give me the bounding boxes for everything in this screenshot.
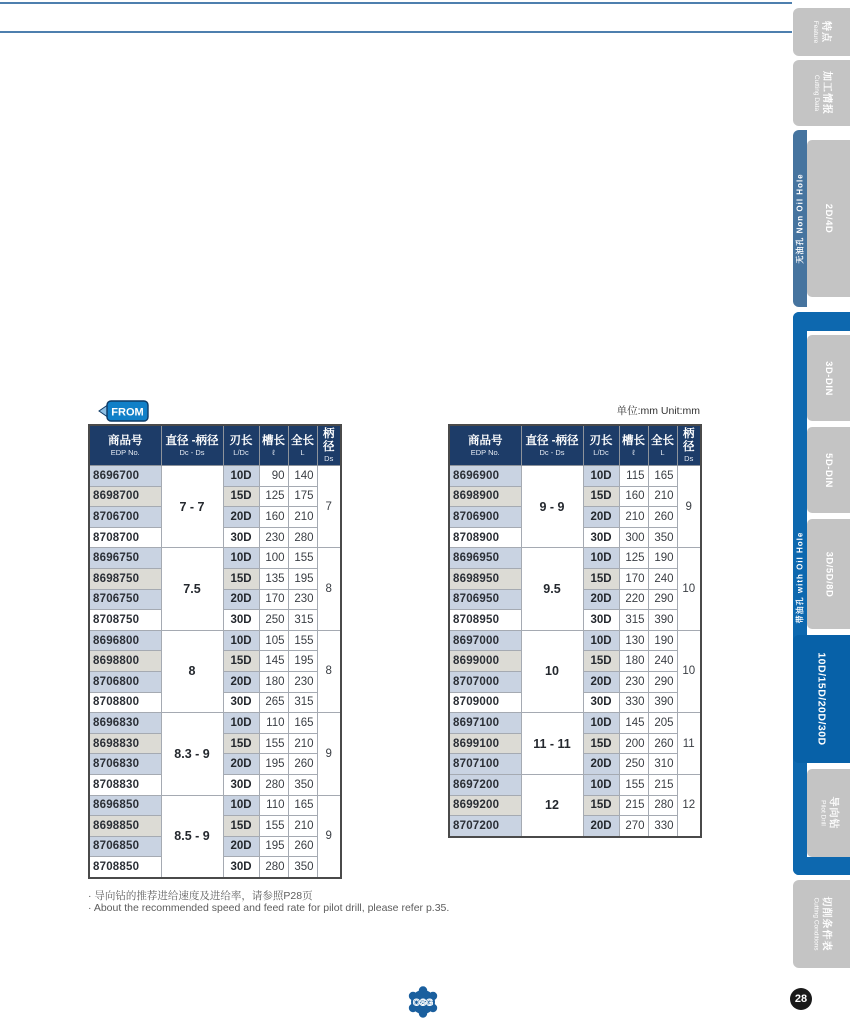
groove-length: 230 [259, 527, 288, 548]
overall-length: 165 [288, 713, 317, 734]
table-row [89, 713, 341, 734]
edp-number: 8707000 [449, 671, 521, 692]
flute-length-ratio: 20D [223, 507, 259, 528]
overall-length: 260 [648, 507, 677, 528]
diameter-range: 7 - 7 [161, 466, 223, 548]
groove-length: 220 [619, 589, 648, 610]
edp-number: 8696850 [89, 795, 161, 816]
overall-length: 190 [648, 548, 677, 569]
edp-number: 8696800 [89, 630, 161, 651]
groove-length: 250 [619, 754, 648, 775]
table-row [449, 548, 701, 569]
tab-cutting-conditions-label-en: Cutting Conditions [812, 897, 820, 951]
overall-length: 390 [648, 692, 677, 713]
flute-length-ratio: 20D [583, 754, 619, 775]
edp-number: 8706900 [449, 507, 521, 528]
groove-length: 145 [259, 651, 288, 672]
tab-cutting-data-label-cn: 加工情报 [820, 71, 832, 115]
col-header-edp: 商品号 EDP No. [89, 425, 161, 466]
groove-length: 280 [259, 774, 288, 795]
diameter-range: 8.5 - 9 [161, 795, 223, 878]
overall-length: 195 [288, 568, 317, 589]
flute-length-ratio: 15D [583, 795, 619, 816]
overall-length: 240 [648, 651, 677, 672]
overall-length: 205 [648, 713, 677, 734]
osg-logo [406, 984, 440, 1020]
flute-length-ratio: 10D [583, 466, 619, 487]
groove-length: 265 [259, 692, 288, 713]
overall-length: 210 [648, 486, 677, 507]
overall-length: 350 [288, 857, 317, 878]
flute-length-ratio: 10D [583, 713, 619, 734]
overall-length: 210 [288, 733, 317, 754]
diameter-range: 12 [521, 774, 583, 836]
overall-length: 350 [288, 774, 317, 795]
flute-length-ratio: 15D [223, 733, 259, 754]
table-row [449, 774, 701, 795]
header-rule-line [0, 31, 792, 33]
edp-number: 8707100 [449, 754, 521, 775]
non-oil-label-cn: 无油孔 [795, 236, 805, 264]
shank-diameter: 9 [677, 466, 701, 548]
edp-number: 8698800 [89, 651, 161, 672]
edp-number: 8708850 [89, 857, 161, 878]
overall-length: 315 [288, 692, 317, 713]
groove-length: 170 [259, 589, 288, 610]
diameter-range: 10 [521, 630, 583, 712]
tab-2d-4d[interactable]: 2D/4D [807, 140, 850, 297]
unit-label: 单位:mm Unit:mm [616, 405, 700, 417]
groove-length: 230 [619, 671, 648, 692]
col-header-diameter: 直径 -柄径 Dc - Ds [521, 425, 583, 466]
edp-number: 8709000 [449, 692, 521, 713]
groove-length: 125 [259, 486, 288, 507]
footnote-english: · About the recommended speed and feed rate for pilot drill, please refer p.35. [88, 902, 450, 914]
edp-number: 8698700 [89, 486, 161, 507]
overall-length: 195 [288, 651, 317, 672]
flute-length-ratio: 30D [223, 774, 259, 795]
shank-diameter: 8 [317, 548, 341, 630]
groove-length: 270 [619, 816, 648, 837]
section-with-oil-hole [793, 312, 850, 875]
non-oil-spine-label [793, 130, 807, 307]
groove-length: 250 [259, 610, 288, 631]
shank-diameter: 7 [317, 466, 341, 548]
groove-length: 115 [619, 466, 648, 487]
flute-length-ratio: 10D [583, 548, 619, 569]
flute-length-ratio: 10D [223, 795, 259, 816]
edp-number: 8708750 [89, 610, 161, 631]
edp-number: 8708830 [89, 774, 161, 795]
shank-diameter: 10 [677, 548, 701, 630]
groove-length: 125 [619, 548, 648, 569]
shank-diameter: 11 [677, 713, 701, 775]
overall-length: 290 [648, 589, 677, 610]
footnote-chinese: · 导向钻的推荐进给速度及进给率，请参照P28页 [88, 890, 313, 902]
table-row [449, 466, 701, 487]
col-header-groove: 槽长 ℓ [619, 425, 648, 466]
overall-length: 330 [648, 816, 677, 837]
edp-number: 8696750 [89, 548, 161, 569]
table-row [449, 713, 701, 734]
edp-number: 8708700 [89, 527, 161, 548]
tab-pilot-drill[interactable] [807, 769, 850, 857]
overall-length: 165 [288, 795, 317, 816]
flute-length-ratio: 10D [223, 630, 259, 651]
edp-number: 8698750 [89, 568, 161, 589]
tab-cutting-data-label-en: Cutting Data [812, 74, 820, 112]
flute-length-ratio: 10D [223, 466, 259, 487]
oil-spine [793, 312, 807, 875]
groove-length: 180 [259, 671, 288, 692]
groove-length: 280 [259, 857, 288, 878]
shank-diameter: 10 [677, 630, 701, 712]
flute-length-ratio: 20D [583, 507, 619, 528]
oil-label-cn: 带油孔 [795, 595, 805, 623]
edp-number: 8706700 [89, 507, 161, 528]
top-rule-line [0, 2, 792, 4]
non-oil-spine [793, 130, 807, 307]
overall-length: 280 [648, 795, 677, 816]
groove-length: 330 [619, 692, 648, 713]
overall-length: 230 [288, 671, 317, 692]
tab-feature-label-cn: 特点 [820, 21, 832, 43]
tab-5d-din[interactable]: 5D-DIN [807, 427, 850, 513]
from-label: FROM [111, 406, 144, 419]
overall-length: 390 [648, 610, 677, 631]
flute-length-ratio: 15D [223, 651, 259, 672]
edp-number: 8708900 [449, 527, 521, 548]
edp-number: 8698950 [449, 568, 521, 589]
flute-length-ratio: 15D [583, 651, 619, 672]
groove-length: 200 [619, 733, 648, 754]
edp-number: 8706830 [89, 754, 161, 775]
flute-length-ratio: 30D [583, 527, 619, 548]
overall-length: 165 [648, 466, 677, 487]
flute-length-ratio: 20D [583, 589, 619, 610]
groove-length: 180 [619, 651, 648, 672]
groove-length: 155 [259, 816, 288, 837]
tab-3d-5d-8d[interactable]: 3D/5D/8D [807, 519, 850, 629]
flute-length-ratio: 30D [223, 527, 259, 548]
flute-length-ratio: 20D [583, 816, 619, 837]
overall-length: 260 [288, 836, 317, 857]
flute-length-ratio: 15D [583, 733, 619, 754]
diameter-range: 9.5 [521, 548, 583, 630]
table-row [89, 548, 341, 569]
col-header-edp: 商品号 EDP No. [449, 425, 521, 466]
overall-length: 175 [288, 486, 317, 507]
overall-length: 290 [648, 671, 677, 692]
shank-diameter: 9 [317, 713, 341, 795]
col-header-shank: 柄径 Ds [317, 425, 341, 466]
overall-length: 155 [288, 548, 317, 569]
edp-number: 8698830 [89, 733, 161, 754]
edp-number: 8698900 [449, 486, 521, 507]
flute-length-ratio: 10D [223, 713, 259, 734]
groove-length: 155 [259, 733, 288, 754]
groove-length: 195 [259, 754, 288, 775]
page-number-badge: 28 [790, 988, 812, 1010]
overall-length: 260 [648, 733, 677, 754]
col-header-groove: 槽长 ℓ [259, 425, 288, 466]
edp-number: 8698850 [89, 816, 161, 837]
col-header-oal: 全长 L [648, 425, 677, 466]
tab-pilot-drill-label-en: Pilot Drill [819, 800, 827, 826]
overall-length: 215 [648, 774, 677, 795]
tab-cutting-conditions-label-cn: 切削条件表 [820, 896, 832, 952]
flute-length-ratio: 30D [223, 857, 259, 878]
edp-number: 8708800 [89, 692, 161, 713]
overall-length: 210 [288, 507, 317, 528]
groove-length: 215 [619, 795, 648, 816]
groove-length: 105 [259, 630, 288, 651]
section-non-oil-hole [793, 130, 850, 307]
flute-length-ratio: 15D [223, 486, 259, 507]
overall-length: 190 [648, 630, 677, 651]
flute-length-ratio: 20D [583, 671, 619, 692]
flute-length-ratio: 10D [583, 774, 619, 795]
flute-length-ratio: 15D [223, 568, 259, 589]
edp-number: 8696830 [89, 713, 161, 734]
tab-cutting-data[interactable] [793, 60, 850, 126]
edp-number: 8696900 [449, 466, 521, 487]
edp-number: 8706750 [89, 589, 161, 610]
shank-diameter: 9 [317, 795, 341, 878]
flute-length-ratio: 20D [223, 671, 259, 692]
edp-number: 8707200 [449, 816, 521, 837]
from-badge [95, 400, 149, 422]
groove-length: 160 [259, 507, 288, 528]
table-row [89, 630, 341, 651]
edp-number: 8697200 [449, 774, 521, 795]
edp-number: 8708950 [449, 610, 521, 631]
edp-number: 8697100 [449, 713, 521, 734]
diameter-range: 9 - 9 [521, 466, 583, 548]
overall-length: 260 [288, 754, 317, 775]
flute-length-ratio: 10D [583, 630, 619, 651]
flute-length-ratio: 10D [223, 548, 259, 569]
side-tab-bar [793, 0, 850, 1021]
overall-length: 315 [288, 610, 317, 631]
flute-length-ratio: 30D [223, 610, 259, 631]
groove-length: 135 [259, 568, 288, 589]
diameter-range: 8 [161, 630, 223, 712]
groove-length: 155 [619, 774, 648, 795]
overall-length: 155 [288, 630, 317, 651]
edp-number: 8697000 [449, 630, 521, 651]
col-header-flute: 刃长 L/Dc [583, 425, 619, 466]
from-arrow-icon [95, 400, 149, 422]
edp-number: 8706850 [89, 836, 161, 857]
groove-length: 100 [259, 548, 288, 569]
groove-length: 145 [619, 713, 648, 734]
table-row [89, 795, 341, 816]
flute-length-ratio: 30D [223, 692, 259, 713]
spec-table-left [88, 424, 342, 879]
edp-number: 8696950 [449, 548, 521, 569]
overall-length: 280 [288, 527, 317, 548]
groove-length: 110 [259, 713, 288, 734]
col-header-diameter: 直径 -柄径 Dc - Ds [161, 425, 223, 466]
diameter-range: 7.5 [161, 548, 223, 630]
groove-length: 210 [619, 507, 648, 528]
groove-length: 170 [619, 568, 648, 589]
col-header-flute: 刃长 L/Dc [223, 425, 259, 466]
overall-length: 350 [648, 527, 677, 548]
edp-number: 8706950 [449, 589, 521, 610]
tab-3d-din[interactable]: 3D-DIN [807, 335, 850, 421]
edp-number: 8696700 [89, 466, 161, 487]
flute-length-ratio: 20D [223, 836, 259, 857]
diameter-range: 8.3 - 9 [161, 713, 223, 795]
overall-length: 310 [648, 754, 677, 775]
groove-length: 300 [619, 527, 648, 548]
shank-diameter: 12 [677, 774, 701, 836]
flute-length-ratio: 15D [583, 568, 619, 589]
svg-text:OSG: OSG [412, 997, 434, 1008]
groove-length: 315 [619, 610, 648, 631]
non-oil-label-en: Non Oil Hole [795, 173, 805, 234]
edp-number: 8706800 [89, 671, 161, 692]
tab-feature[interactable] [793, 8, 850, 56]
groove-length: 160 [619, 486, 648, 507]
spec-table-right [448, 424, 702, 838]
shank-diameter: 8 [317, 630, 341, 712]
groove-length: 110 [259, 795, 288, 816]
overall-length: 230 [288, 589, 317, 610]
groove-length: 90 [259, 466, 288, 487]
flute-length-ratio: 30D [583, 610, 619, 631]
tab-feature-label-en: Feature [812, 20, 820, 44]
flute-length-ratio: 30D [583, 692, 619, 713]
overall-length: 240 [648, 568, 677, 589]
edp-number: 8699000 [449, 651, 521, 672]
tab-pilot-drill-label-cn: 导向钻 [827, 796, 839, 830]
groove-length: 130 [619, 630, 648, 651]
col-header-shank: 柄径 Ds [677, 425, 701, 466]
oil-label-en: with Oil Hole [795, 531, 805, 593]
flute-length-ratio: 15D [583, 486, 619, 507]
diameter-range: 11 - 11 [521, 713, 583, 775]
edp-number: 8699100 [449, 733, 521, 754]
edp-number: 8699200 [449, 795, 521, 816]
tab-cutting-conditions[interactable] [793, 880, 850, 968]
flute-length-ratio: 20D [223, 589, 259, 610]
overall-length: 140 [288, 466, 317, 487]
col-header-oal: 全长 L [288, 425, 317, 466]
groove-length: 195 [259, 836, 288, 857]
overall-length: 210 [288, 816, 317, 837]
flute-length-ratio: 15D [223, 816, 259, 837]
table-row [449, 630, 701, 651]
table-row [89, 466, 341, 487]
flute-length-ratio: 20D [223, 754, 259, 775]
tab-10d-15d-20d-30d-active[interactable]: 10D/15D/20D/30D [793, 635, 850, 763]
